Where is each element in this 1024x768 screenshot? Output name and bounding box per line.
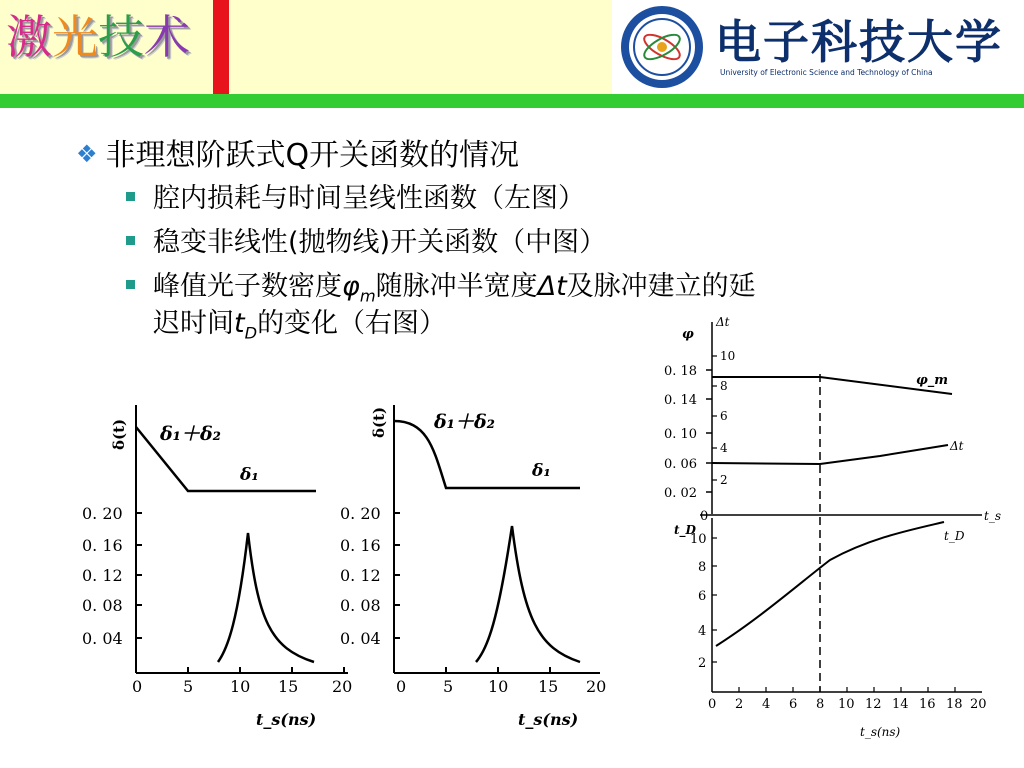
course-title <box>6 10 190 64</box>
right-dt-tick-4: 4 <box>720 441 728 455</box>
right-phi-tick-2: 0. 14 <box>664 393 698 408</box>
right-xtick-8: 8 <box>816 697 825 712</box>
right-dt-tick-8: 8 <box>720 379 728 393</box>
right-xtick-12: 12 <box>865 697 882 712</box>
left-xtick-15: 15 <box>278 677 299 696</box>
title-char-1: 激 <box>6 10 52 64</box>
middle-ytick-3: 0. 12 <box>340 566 381 585</box>
left-sum-label: δ₁＋δ₂ <box>160 423 221 445</box>
figure-middle <box>332 390 622 740</box>
middle-ytick-5: 0. 04 <box>340 629 381 648</box>
left-ytick-4: 0. 08 <box>82 596 123 615</box>
right-xtick-14: 14 <box>892 697 909 712</box>
t-symbol: t <box>234 308 245 339</box>
bullet-1 <box>126 176 585 215</box>
middle-sum-label: δ₁＋δ₂ <box>434 411 495 433</box>
bullet-2 <box>126 220 606 259</box>
right-xtick-6: 6 <box>789 697 798 712</box>
middle-pulse-curve <box>476 526 580 662</box>
right-td-tick-4: 4 <box>698 624 707 639</box>
university-name-english: University of Electronic Science and Technology of China <box>720 68 933 77</box>
middle-xtick-5: 5 <box>443 677 454 696</box>
middle-ytick-2: 0. 16 <box>340 536 381 555</box>
right-phi-tick-1: 0. 18 <box>664 364 698 379</box>
heading-bullet <box>76 130 519 174</box>
middle-delta1-label: δ₁ <box>532 461 551 481</box>
right-dt-tick-6: 6 <box>720 409 728 423</box>
left-xtick-0: 0 <box>132 677 143 696</box>
right-phi-ticks <box>706 370 712 492</box>
bullet-1-text: 腔内损耗与时间呈线性函数（左图） <box>153 183 585 214</box>
right-xtick-16: 16 <box>919 697 936 712</box>
left-delta1-label: δ₁ <box>240 465 259 485</box>
right-dt-tick-10: 10 <box>720 349 736 363</box>
right-phi-axis-label: φ <box>682 327 694 342</box>
middle-xtick-0: 0 <box>396 677 407 696</box>
delta-t-symbol: Δt <box>537 271 567 302</box>
header-red-bar <box>213 0 229 94</box>
right-zero-label: 0 <box>700 509 709 524</box>
square-bullet-icon <box>126 192 135 201</box>
right-dt-axis-label: Δt <box>716 315 730 329</box>
right-ts-label: t_s <box>984 509 1001 523</box>
t-subscript: D <box>244 323 258 343</box>
right-td-curve <box>716 522 944 646</box>
right-td-tick-8: 8 <box>698 560 707 575</box>
right-td-tick-10: 10 <box>690 532 707 547</box>
bullet-3-text-e: 的变化（右图） <box>257 308 447 339</box>
university-seal-icon <box>618 4 706 90</box>
university-logo <box>612 0 1024 94</box>
right-xtick-2: 2 <box>735 697 744 712</box>
square-bullet-icon <box>126 236 135 245</box>
middle-y-axis-label: δ(t) <box>370 406 388 438</box>
bullet-3-text-d: 迟时间 <box>153 308 234 339</box>
right-x-axis-label: t_s(ns) <box>860 725 901 739</box>
right-td-curve-label: t_D <box>944 529 965 543</box>
middle-xtick-10: 10 <box>488 677 509 696</box>
title-char-4: 术 <box>144 10 190 64</box>
middle-ytick-4: 0. 08 <box>340 596 381 615</box>
university-name: 电子科技大学 <box>715 15 1003 69</box>
left-xtick-10: 10 <box>230 677 251 696</box>
right-dt-tick-2: 2 <box>720 473 728 487</box>
bullet-3 <box>126 264 756 305</box>
title-char-2: 光 <box>52 10 98 64</box>
right-xtick-0: 0 <box>708 697 717 712</box>
right-dt-curve-label: Δt <box>950 439 964 453</box>
header-green-bar <box>0 94 1024 108</box>
right-td-tick-6: 6 <box>698 589 707 604</box>
right-td-axis-label: t_D <box>674 523 696 537</box>
left-y-axis-label: δ(t) <box>110 418 128 450</box>
title-char-3: 技 <box>98 10 144 64</box>
bullet-2-text: 稳变非线性(抛物线)开关函数（中图） <box>153 227 607 258</box>
square-bullet-icon <box>126 280 135 289</box>
right-xtick-20: 20 <box>970 697 987 712</box>
right-xtick-10: 10 <box>838 697 855 712</box>
right-xtick-4: 4 <box>762 697 771 712</box>
left-xtick-5: 5 <box>183 677 194 696</box>
left-x-axis-label: t_s(ns) <box>256 710 317 729</box>
left-ytick-5: 0. 04 <box>82 629 123 648</box>
left-ytick-3: 0. 12 <box>82 566 123 585</box>
middle-xtick-15: 15 <box>538 677 559 696</box>
right-phi-tick-5: 0. 02 <box>664 486 698 501</box>
right-phi-m-label: φ_m <box>916 373 949 388</box>
right-phi-tick-4: 0. 06 <box>664 457 698 472</box>
figure-left <box>70 390 360 740</box>
diamond-bullet-icon: ❖ <box>76 140 98 168</box>
left-ytick-1: 0. 20 <box>82 504 123 523</box>
bullet-3-text-c: 及脉冲建立的延 <box>566 271 756 302</box>
phi-subscript: m <box>359 286 376 306</box>
left-pulse-curve <box>218 533 314 662</box>
left-xtick-20: 20 <box>332 677 353 696</box>
middle-xtick-20: 20 <box>586 677 607 696</box>
phi-symbol: φ <box>342 271 360 302</box>
bullet-3-text-a: 峰值光子数密度 <box>153 271 342 302</box>
right-dt-curve <box>712 445 948 464</box>
slide-header <box>0 0 1024 94</box>
slide-heading: 非理想阶跃式Q开关函数的情况 <box>105 138 520 173</box>
bullet-3-text-b: 随脉冲半宽度 <box>375 271 538 302</box>
left-ytick-2: 0. 16 <box>82 536 123 555</box>
bullet-3-continued <box>153 301 446 342</box>
right-xtick-18: 18 <box>946 697 963 712</box>
right-phi-tick-3: 0. 10 <box>664 427 698 442</box>
figure-right <box>660 308 1022 748</box>
right-td-tick-2: 2 <box>698 656 707 671</box>
middle-ytick-1: 0. 20 <box>340 504 381 523</box>
middle-x-axis-label: t_s(ns) <box>518 710 579 729</box>
